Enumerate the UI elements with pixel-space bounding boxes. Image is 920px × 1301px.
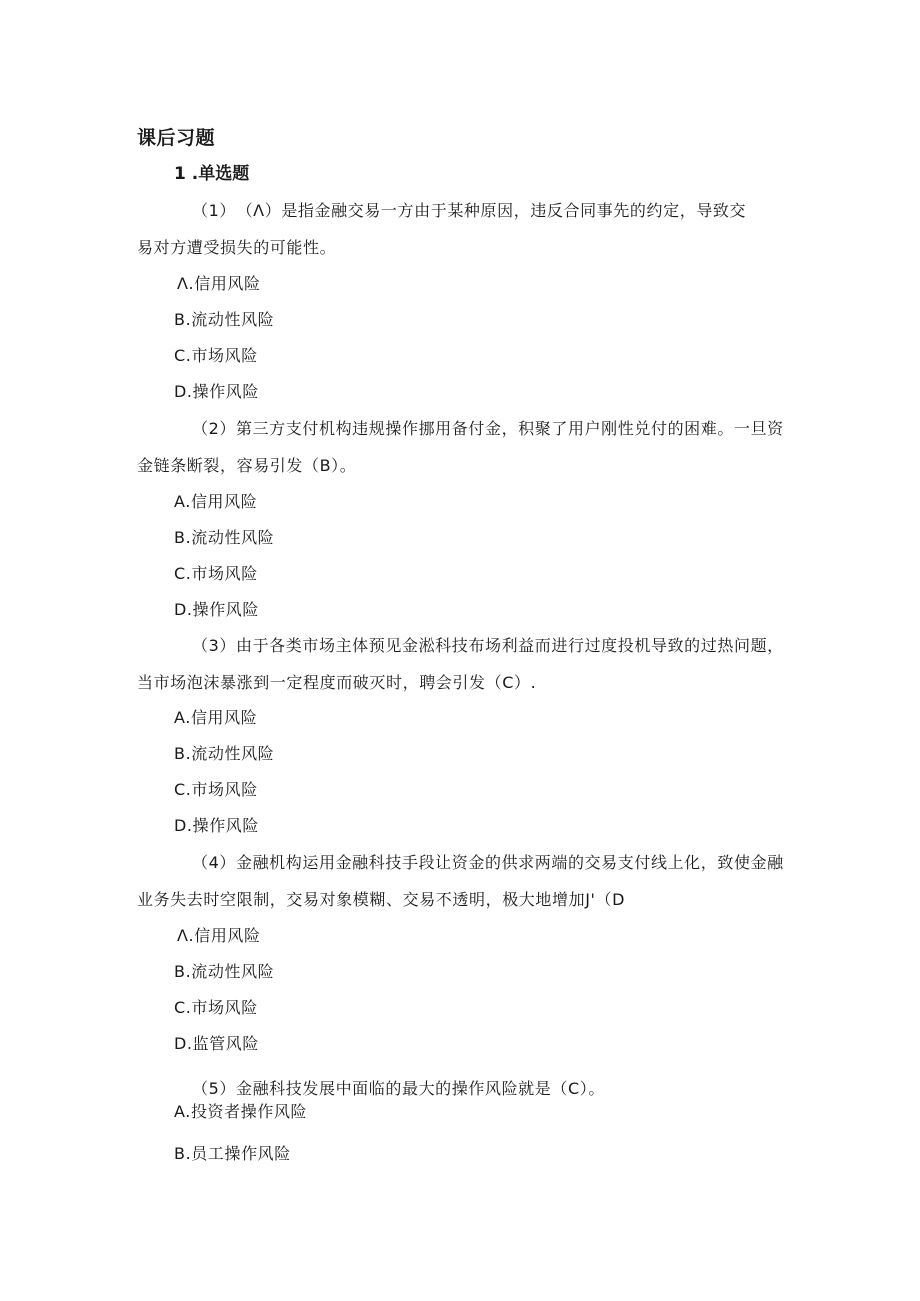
question-5-option-a: A.投资者操作风险 [174,1102,308,1121]
question-2-option-d: D.操作风险 [174,600,260,619]
question-2-stem-line-2: 金链条断裂，容易引发（B）。 [137,456,357,475]
question-2-option-b: B.流动性风险 [174,528,275,547]
question-5-option-b: B.员工操作风险 [174,1144,291,1163]
section-heading: 1 .单选题 [174,164,250,184]
question-1-option-d: D.操作风险 [174,382,260,401]
question-1-option-c: C.市场风险 [174,346,258,365]
question-4-option-a: Λ.信用风险 [177,926,261,945]
page-title: 课后习题 [137,127,216,149]
question-1-option-b: B.流动性风险 [174,310,275,329]
question-3-option-a: A.信用风险 [174,708,258,727]
question-3-option-d: D.操作风险 [174,816,260,835]
question-5-stem-line-1: （5）金融科技发展中面临的最大的操作风险就是（C）。 [192,1079,605,1098]
question-1-stem-line-1: （1） （Λ）是指金融交易一方由于某种原因，违反合同事先的约定，导致交 [192,201,747,220]
question-2-stem-line-1: （2）第三方支付机构违规操作挪用备付金，积聚了用户刚性兑付的困难。一旦资 [192,419,784,438]
question-3-option-c: C.市场风险 [174,780,258,799]
question-4-stem-line-2: 业务失去时空限制，交易对象模糊、交易不透明，极大地增加J'（D [137,890,626,909]
question-2-option-a: A.信用风险 [174,492,258,511]
question-4-option-d: D.监管风险 [174,1034,260,1053]
question-4-option-b: B.流动性风险 [174,962,275,981]
question-3-stem-line-2: 当市场泡沫暴涨到一定程度而破灭时，聘会引发（C）. [137,673,537,692]
question-1-stem-line-2: 易对方遭受损失的可能性。 [137,238,337,257]
question-4-stem-line-1: （4）金融机构运用金融科技手段让资金的供求两端的交易支付线上化，致使金融 [192,853,784,872]
question-3-option-b: B.流动性风险 [174,744,275,763]
question-4-option-c: C.市场风险 [174,998,258,1017]
question-3-stem-line-1: （3）由于各类市场主体预见金淞科技布场利益而进行过度投机导致的过热问题， [192,636,784,655]
question-2-option-c: C.市场风险 [174,564,258,583]
question-1-option-a: Λ.信用风险 [177,274,261,293]
